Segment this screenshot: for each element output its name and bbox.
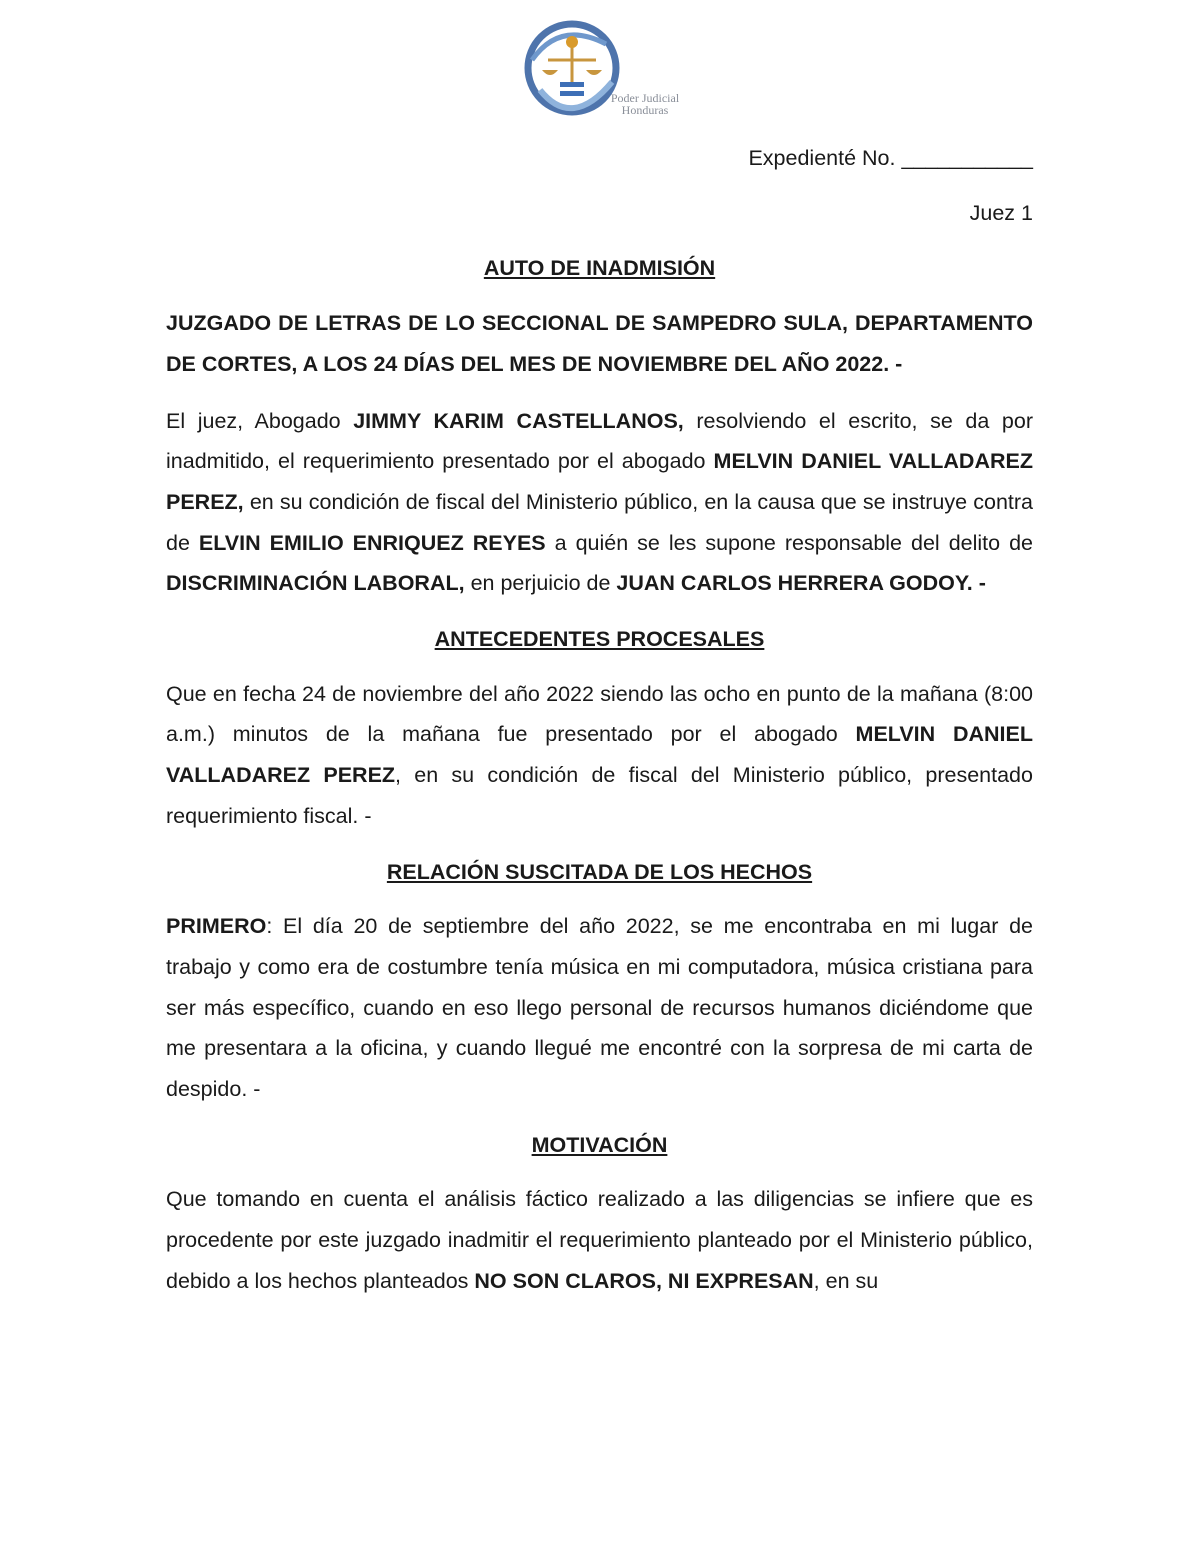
intro-paragraph [166,401,1033,605]
hechos-paragraph [166,906,1033,1110]
motivacion-heading: MOTIVACIÓN [531,1132,668,1157]
logo-line-1: Poder Judicial [610,91,680,105]
prosecutor-name: MELVIN DANIEL VALLADAREZ PEREZ, [166,449,1033,514]
motivacion-text-2: , en su [813,1268,879,1293]
antecedentes-heading: ANTECEDENTES PROCESALES [434,627,765,652]
accused-name: ELVIN EMILIO ENRIQUEZ REYES [198,530,546,555]
hechos-heading: RELACIÓN SUSCITADA DE LOS HECHOS [386,859,813,884]
intro-text-3: en su condición de fiscal del Ministerio público, en la causa que se instruye contra de [166,489,1033,555]
document-title: AUTO DE INADMISIÓN [483,256,716,281]
expediente-blank: ___________ [901,146,1033,170]
antecedentes-text-1: Que en fecha 24 de noviembre del año 2022 siendo las ocho en punto de la mañana (8:00 a.m.) minutos de la mañana fue presentado por el abogado [166,681,1033,747]
juez-line: Juez 1 [969,200,1033,225]
motivacion-emphasis: NO SON CLAROS, NI EXPRESAN [474,1268,814,1293]
intro-text-2: resolviendo el escrito, se da por inadmitido, el requerimiento presentado por el abogado [166,408,1033,474]
expediente-label: Expedienté No. [748,146,896,170]
judge-name: JIMMY KARIM CASTELLANOS, [353,408,684,433]
antecedentes-prosecutor: MELVIN DANIEL VALLADAREZ PEREZ [166,722,1033,788]
crime-name: DISCRIMINACIÓN LABORAL, [166,571,465,596]
court-heading: JUZGADO DE LETRAS DE LO SECCIONAL DE SAMPEDRO SULA, DEPARTAMENTO DE CORTES, A LOS 24 DÍAS DEL MES DE NOVIEMBRE DEL AÑO 2022. - [166,311,1033,376]
intro-text-5: en perjuicio de [464,571,617,596]
logo-line-2: Honduras [621,103,669,117]
antecedentes-text-2: , en su condición de fiscal del Ministerio público, presentado requerimiento fiscal. - [166,763,1033,828]
logo-caption [600,92,690,116]
document-body [166,138,1033,1302]
intro-text-4: a quién se les supone responsable del delito de [545,530,1033,555]
hechos-label: PRIMERO [166,914,267,939]
hechos-text: : El día 20 de septiembre del año 2022, se me encontraba en mi lugar de trabajo y como era de costumbre tenía música en mi computadora, música cristiana para ser más específico, cuando en eso llego personal de recursos humanos diciéndome que me presentara a la oficina, y cuando llegué me encontré con la sorpresa de mi carta de despido. - [166,914,1033,1102]
motivacion-paragraph [166,1179,1033,1301]
intro-text-1: El juez, Abogado [166,408,354,433]
victim-name: JUAN CARLOS HERRERA GODOY. - [616,571,986,596]
expediente-line [166,138,1033,179]
motivacion-text-1: Que tomando en cuenta el análisis fáctico realizado a las diligencias se infiere que es procedente por este juzgado inadmitir el requerimiento planteado por el Ministerio público, debido a los hechos planteados [166,1187,1033,1293]
antecedentes-paragraph [166,674,1033,837]
